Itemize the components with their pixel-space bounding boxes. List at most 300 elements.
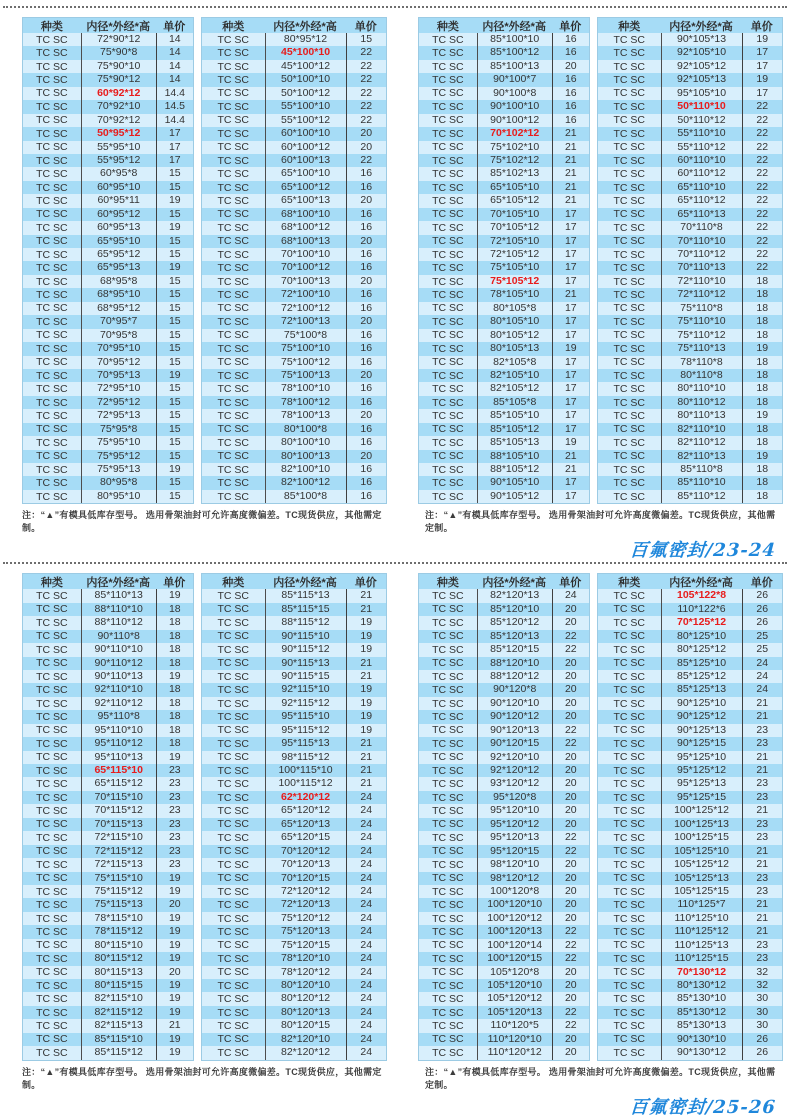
- cell-kind: TC SC: [217, 630, 250, 643]
- cell-kind: TC SC: [432, 221, 464, 234]
- cell-price: 16: [346, 302, 386, 315]
- table-row: [419, 777, 589, 790]
- cell-price: 22: [742, 194, 782, 207]
- cell-price: 19: [156, 261, 193, 274]
- table-row: [202, 845, 386, 858]
- cell-price: 24: [742, 657, 782, 670]
- cell-price: 19: [156, 670, 193, 683]
- cell-kind: TC SC: [36, 603, 68, 616]
- cell-kind: TC SC: [432, 463, 464, 476]
- cell-kind: TC SC: [432, 114, 464, 127]
- cell-price: 19: [346, 724, 386, 737]
- cell-dims: 90*110*8: [81, 630, 156, 643]
- table-row: [23, 737, 193, 750]
- cell-dims: 80*115*15: [81, 979, 156, 992]
- cell-dims: 82*100*10: [265, 463, 346, 476]
- table-row: [23, 450, 193, 463]
- cell-dims: 65*100*13: [265, 194, 346, 207]
- table-row: [419, 751, 589, 764]
- cell-price: 24: [346, 872, 386, 885]
- cell-price: 22: [742, 114, 782, 127]
- table-row: [23, 616, 193, 629]
- cell-dims: 70*110*10: [661, 235, 742, 248]
- cell-dims: 85*125*13: [661, 683, 742, 696]
- table-row: [598, 804, 782, 817]
- cell-price: 19: [156, 221, 193, 234]
- cell-price: 22: [346, 154, 386, 167]
- cell-dims: 92*120*10: [477, 751, 552, 764]
- cell-kind: TC SC: [613, 939, 646, 952]
- table-row: [202, 396, 386, 409]
- cell-dims: 60*92*12: [81, 87, 156, 100]
- cell-kind: TC SC: [432, 490, 464, 503]
- table-row: [202, 777, 386, 790]
- cell-price: 15: [156, 329, 193, 342]
- cell-kind: TC SC: [613, 858, 646, 871]
- cell-kind: TC SC: [432, 208, 464, 221]
- table-row: [202, 141, 386, 154]
- table-row: [202, 589, 386, 602]
- table-row: [202, 275, 386, 288]
- cell-price: 22: [742, 167, 782, 180]
- cell-dims: 100*125*15: [661, 831, 742, 844]
- cell-dims: 80*130*12: [661, 979, 742, 992]
- table-row: [419, 804, 589, 817]
- table-row: [598, 764, 782, 777]
- cell-kind: TC SC: [36, 127, 68, 140]
- table-row: [419, 630, 589, 643]
- cell-price: 20: [346, 235, 386, 248]
- table-row: [202, 670, 386, 683]
- table-row: [202, 248, 386, 261]
- cell-price: 24: [346, 939, 386, 952]
- cell-dims: 72*120*13: [265, 898, 346, 911]
- price-table-2: [201, 17, 387, 504]
- table-row: [598, 939, 782, 952]
- cell-dims: 98*120*12: [477, 872, 552, 885]
- cell-kind: TC SC: [36, 423, 68, 436]
- cell-dims: 65*115*12: [81, 777, 156, 790]
- cell-dims: 62*120*12: [265, 791, 346, 804]
- cell-dims: 90*110*10: [81, 643, 156, 656]
- cell-price: 19: [156, 939, 193, 952]
- table-row: [419, 670, 589, 683]
- cell-dims: 95*125*12: [661, 764, 742, 777]
- table-row: [23, 356, 193, 369]
- cell-price: 16: [346, 396, 386, 409]
- table-row: [419, 60, 589, 73]
- table-row: [23, 1006, 193, 1019]
- cell-kind: TC SC: [36, 952, 68, 965]
- cell-dims: 72*115*10: [81, 831, 156, 844]
- cell-kind: TC SC: [36, 912, 68, 925]
- table-row: [202, 87, 386, 100]
- cell-price: 16: [346, 329, 386, 342]
- cell-dims: 75*110*8: [661, 302, 742, 315]
- table-row: [23, 1033, 193, 1046]
- table-row: [598, 1033, 782, 1046]
- cell-kind: TC SC: [36, 737, 68, 750]
- cell-dims: 105*125*12: [661, 858, 742, 871]
- cell-kind: TC SC: [613, 383, 646, 396]
- cell-price: 16: [552, 73, 589, 86]
- cell-dims: 80*95*12: [265, 33, 346, 46]
- cell-kind: TC SC: [432, 751, 464, 764]
- table-row: [598, 181, 782, 194]
- cell-price: 16: [552, 114, 589, 127]
- table-row: [598, 777, 782, 790]
- cell-dims: 70*115*13: [81, 818, 156, 831]
- table-row: [598, 912, 782, 925]
- cell-price: 17: [552, 221, 589, 234]
- table-body: [419, 589, 589, 1059]
- cell-kind: TC SC: [217, 1020, 250, 1033]
- cell-price: 21: [552, 167, 589, 180]
- table-row: [202, 154, 386, 167]
- cell-kind: TC SC: [36, 616, 68, 629]
- cell-kind: TC SC: [613, 221, 646, 234]
- cell-kind: TC SC: [217, 141, 250, 154]
- cell-kind: TC SC: [217, 194, 250, 207]
- cell-dims: 60*110*12: [661, 167, 742, 180]
- cell-price: 21: [552, 141, 589, 154]
- table-row: [202, 329, 386, 342]
- cell-kind: TC SC: [432, 141, 464, 154]
- cell-dims: 75*100*10: [265, 342, 346, 355]
- table-row: [202, 885, 386, 898]
- cell-kind: TC SC: [613, 114, 646, 127]
- cell-dims: 80*95*8: [81, 476, 156, 489]
- table-row: [202, 73, 386, 86]
- cell-dims: 70*100*10: [265, 248, 346, 261]
- table-row: [419, 127, 589, 140]
- table-row: [202, 288, 386, 301]
- table-row: [202, 114, 386, 127]
- cell-dims: 45*100*10: [265, 46, 346, 59]
- cell-dims: 100*115*10: [265, 764, 346, 777]
- cell-kind: TC SC: [36, 885, 68, 898]
- cell-price: 19: [346, 616, 386, 629]
- table-row: [202, 1006, 386, 1019]
- table-row: [23, 60, 193, 73]
- cell-price: 18: [742, 356, 782, 369]
- cell-dims: 70*125*12: [661, 616, 742, 629]
- cell-price: 22: [742, 221, 782, 234]
- cell-price: 21: [346, 670, 386, 683]
- cell-dims: 60*110*10: [661, 154, 742, 167]
- cell-price: 19: [156, 1006, 193, 1019]
- cell-kind: TC SC: [613, 979, 646, 992]
- cell-price: 18: [742, 275, 782, 288]
- cell-kind: TC SC: [613, 302, 646, 315]
- table-row: [419, 710, 589, 723]
- cell-kind: TC SC: [217, 329, 250, 342]
- cell-price: 18: [742, 436, 782, 449]
- cell-dims: 75*95*13: [81, 463, 156, 476]
- cell-price: 21: [346, 657, 386, 670]
- cell-dims: 80*100*10: [265, 436, 346, 449]
- cell-kind: TC SC: [217, 60, 250, 73]
- cell-kind: TC SC: [613, 141, 646, 154]
- cell-dims: 88*105*10: [477, 450, 552, 463]
- cell-dims: 82*110*12: [661, 436, 742, 449]
- cell-kind: TC SC: [36, 329, 68, 342]
- table-row: [202, 463, 386, 476]
- cell-price: 20: [346, 194, 386, 207]
- cell-kind: TC SC: [432, 845, 464, 858]
- cell-dims: 75*100*8: [265, 329, 346, 342]
- cell-kind: TC SC: [432, 899, 464, 912]
- cell-kind: TC SC: [36, 396, 68, 409]
- cell-dims: 110*120*12: [477, 1046, 552, 1059]
- cell-price: 18: [156, 683, 193, 696]
- cell-kind: TC SC: [217, 818, 250, 831]
- cell-kind: TC SC: [217, 872, 250, 885]
- cell-dims: 92*115*10: [265, 683, 346, 696]
- table-row: [598, 141, 782, 154]
- cell-price: 15: [156, 476, 193, 489]
- table-row: [598, 235, 782, 248]
- cell-dims: 55*95*10: [81, 141, 156, 154]
- cell-price: 21: [742, 845, 782, 858]
- cell-dims: 90*105*13: [661, 33, 742, 46]
- table-row: [202, 369, 386, 382]
- cell-price: 19: [156, 912, 193, 925]
- cell-dims: 68*95*12: [81, 302, 156, 315]
- table-row: [598, 898, 782, 911]
- table-row: [23, 1019, 193, 1032]
- cell-kind: TC SC: [613, 463, 646, 476]
- footnote-left: 注：“▲”有模具低库存型号。 选用骨架油封可允许高度微偏差。TC现货供应，其他需定制。: [22, 510, 382, 534]
- cell-kind: TC SC: [36, 450, 68, 463]
- cell-price: 14: [156, 46, 193, 59]
- table-row: [23, 33, 193, 46]
- cell-dims: 98*115*12: [265, 751, 346, 764]
- cell-kind: TC SC: [36, 630, 68, 643]
- cell-price: 21: [552, 181, 589, 194]
- table-row: [419, 141, 589, 154]
- cell-kind: TC SC: [36, 356, 68, 369]
- table-row: [23, 777, 193, 790]
- table-row: [419, 315, 589, 328]
- cell-dims: 78*115*10: [81, 912, 156, 925]
- cell-price: 19: [156, 885, 193, 898]
- cell-price: 18: [742, 369, 782, 382]
- cell-kind: TC SC: [613, 356, 646, 369]
- cell-dims: 90*115*12: [265, 643, 346, 656]
- table-row: [202, 235, 386, 248]
- cell-price: 24: [742, 683, 782, 696]
- cell-price: 19: [156, 751, 193, 764]
- cell-dims: 70*92*12: [81, 114, 156, 127]
- table-row: [419, 858, 589, 871]
- table-row: [202, 476, 386, 489]
- table-row: [419, 616, 589, 629]
- table-row: [202, 436, 386, 449]
- table-row: [598, 87, 782, 100]
- cell-kind: TC SC: [217, 710, 250, 723]
- cell-dims: 93*120*12: [477, 777, 552, 790]
- cell-dims: 95*105*10: [661, 87, 742, 100]
- table-row: [23, 872, 193, 885]
- cell-dims: 70*110*13: [661, 261, 742, 274]
- cell-price: 17: [552, 315, 589, 328]
- cell-dims: 68*95*10: [81, 288, 156, 301]
- table-row: [419, 342, 589, 355]
- cell-price: 19: [156, 979, 193, 992]
- table-body: [23, 589, 193, 1059]
- table-row: [598, 616, 782, 629]
- cell-kind: TC SC: [613, 275, 646, 288]
- table-row: [202, 751, 386, 764]
- cell-price: 22: [552, 939, 589, 952]
- cell-kind: TC SC: [613, 966, 646, 979]
- table-row: [23, 423, 193, 436]
- cell-kind: TC SC: [432, 764, 464, 777]
- cell-kind: TC SC: [432, 127, 464, 140]
- cell-dims: 50*110*10: [661, 100, 742, 113]
- cell-dims: 82*115*12: [81, 1006, 156, 1019]
- table-row: [419, 396, 589, 409]
- cell-dims: 70*110*8: [661, 221, 742, 234]
- table-row: [202, 804, 386, 817]
- cell-dims: 72*100*13: [265, 315, 346, 328]
- cell-dims: 70*105*12: [477, 221, 552, 234]
- cell-kind: TC SC: [432, 289, 464, 302]
- table-row: [598, 791, 782, 804]
- cell-price: 18: [156, 697, 193, 710]
- cell-price: 21: [742, 764, 782, 777]
- table-row: [23, 194, 193, 207]
- table-row: [598, 670, 782, 683]
- cell-dims: 75*95*8: [81, 423, 156, 436]
- cell-price: 16: [346, 436, 386, 449]
- cell-dims: 75*90*8: [81, 46, 156, 59]
- cell-dims: 88*120*12: [477, 670, 552, 683]
- cell-dims: 90*110*12: [81, 657, 156, 670]
- cell-price: 17: [552, 235, 589, 248]
- cell-kind: TC SC: [432, 952, 464, 965]
- cell-dims: 72*95*13: [81, 409, 156, 422]
- cell-price: 14.4: [156, 114, 193, 127]
- cell-price: 18: [742, 288, 782, 301]
- cell-price: 15: [156, 436, 193, 449]
- cell-price: 26: [742, 1033, 782, 1046]
- cell-kind: TC SC: [36, 1046, 68, 1059]
- cell-price: 16: [346, 356, 386, 369]
- cell-dims: 60*100*13: [265, 154, 346, 167]
- cell-kind: TC SC: [217, 616, 250, 629]
- cell-kind: TC SC: [217, 87, 250, 100]
- table-row: [202, 208, 386, 221]
- cell-price: 17: [552, 476, 589, 489]
- cell-price: 17: [552, 261, 589, 274]
- cell-price: 24: [346, 885, 386, 898]
- cell-price: 21: [346, 751, 386, 764]
- table-row: [419, 463, 589, 476]
- cell-kind: TC SC: [432, 939, 464, 952]
- table-row: [598, 409, 782, 422]
- cell-dims: 90*100*10: [477, 100, 552, 113]
- cell-kind: TC SC: [217, 208, 250, 221]
- table-row: [23, 751, 193, 764]
- cell-kind: TC SC: [613, 477, 646, 490]
- cell-price: 19: [346, 643, 386, 656]
- cell-kind: TC SC: [613, 657, 646, 670]
- cell-price: 20: [552, 670, 589, 683]
- cell-dims: 75*115*13: [81, 898, 156, 911]
- table-row: [202, 490, 386, 503]
- cell-price: 15: [346, 33, 386, 46]
- table-row: [419, 100, 589, 113]
- cell-price: 20: [346, 409, 386, 422]
- table-row: [419, 979, 589, 992]
- cell-price: 20: [552, 979, 589, 992]
- cell-price: 24: [346, 1033, 386, 1046]
- table-row: [23, 630, 193, 643]
- cell-price: 20: [552, 818, 589, 831]
- cell-dims: 110*125*13: [661, 939, 742, 952]
- cell-price: 19: [156, 1046, 193, 1059]
- cell-kind: TC SC: [613, 697, 646, 710]
- cell-dims: 85*120*15: [477, 643, 552, 656]
- cell-kind: TC SC: [432, 356, 464, 369]
- table-row: [23, 764, 193, 777]
- cell-kind: TC SC: [36, 114, 68, 127]
- cell-price: 20: [552, 872, 589, 885]
- cell-dims: 50*95*12: [81, 127, 156, 140]
- table-row: [202, 181, 386, 194]
- table-row: [419, 818, 589, 831]
- cell-kind: TC SC: [217, 885, 250, 898]
- cell-price: 23: [742, 872, 782, 885]
- cell-dims: 72*115*12: [81, 845, 156, 858]
- table-row: [419, 939, 589, 952]
- col-header-kind: 种类: [40, 20, 63, 33]
- cell-price: 21: [742, 710, 782, 723]
- table-row: [202, 1033, 386, 1046]
- col-header-price: 单价: [163, 20, 186, 33]
- col-header-price: 单价: [163, 576, 186, 589]
- cell-kind: TC SC: [36, 383, 68, 396]
- table-row: [202, 1019, 386, 1032]
- cell-kind: TC SC: [432, 262, 464, 275]
- cell-dims: 92*110*10: [81, 683, 156, 696]
- cell-dims: 75*110*12: [661, 329, 742, 342]
- cell-dims: 110*125*15: [661, 952, 742, 965]
- cell-price: 26: [742, 589, 782, 602]
- cell-kind: TC SC: [36, 154, 68, 167]
- cell-price: 25: [742, 643, 782, 656]
- table-row: [598, 724, 782, 737]
- table-row: [23, 992, 193, 1005]
- table-row: [202, 46, 386, 59]
- table-row: [202, 342, 386, 355]
- cell-price: 22: [552, 630, 589, 643]
- table-row: [419, 221, 589, 234]
- cell-kind: TC SC: [432, 643, 464, 656]
- cell-kind: TC SC: [613, 450, 646, 463]
- price-table-8: [597, 573, 783, 1060]
- cell-kind: TC SC: [613, 912, 646, 925]
- cell-kind: TC SC: [36, 302, 68, 315]
- cell-price: 15: [156, 275, 193, 288]
- cell-price: 24: [346, 1046, 386, 1059]
- cell-dims: 70*92*10: [81, 100, 156, 113]
- cell-dims: 70*120*15: [265, 872, 346, 885]
- cell-price: 23: [742, 885, 782, 898]
- cell-price: 23: [156, 764, 193, 777]
